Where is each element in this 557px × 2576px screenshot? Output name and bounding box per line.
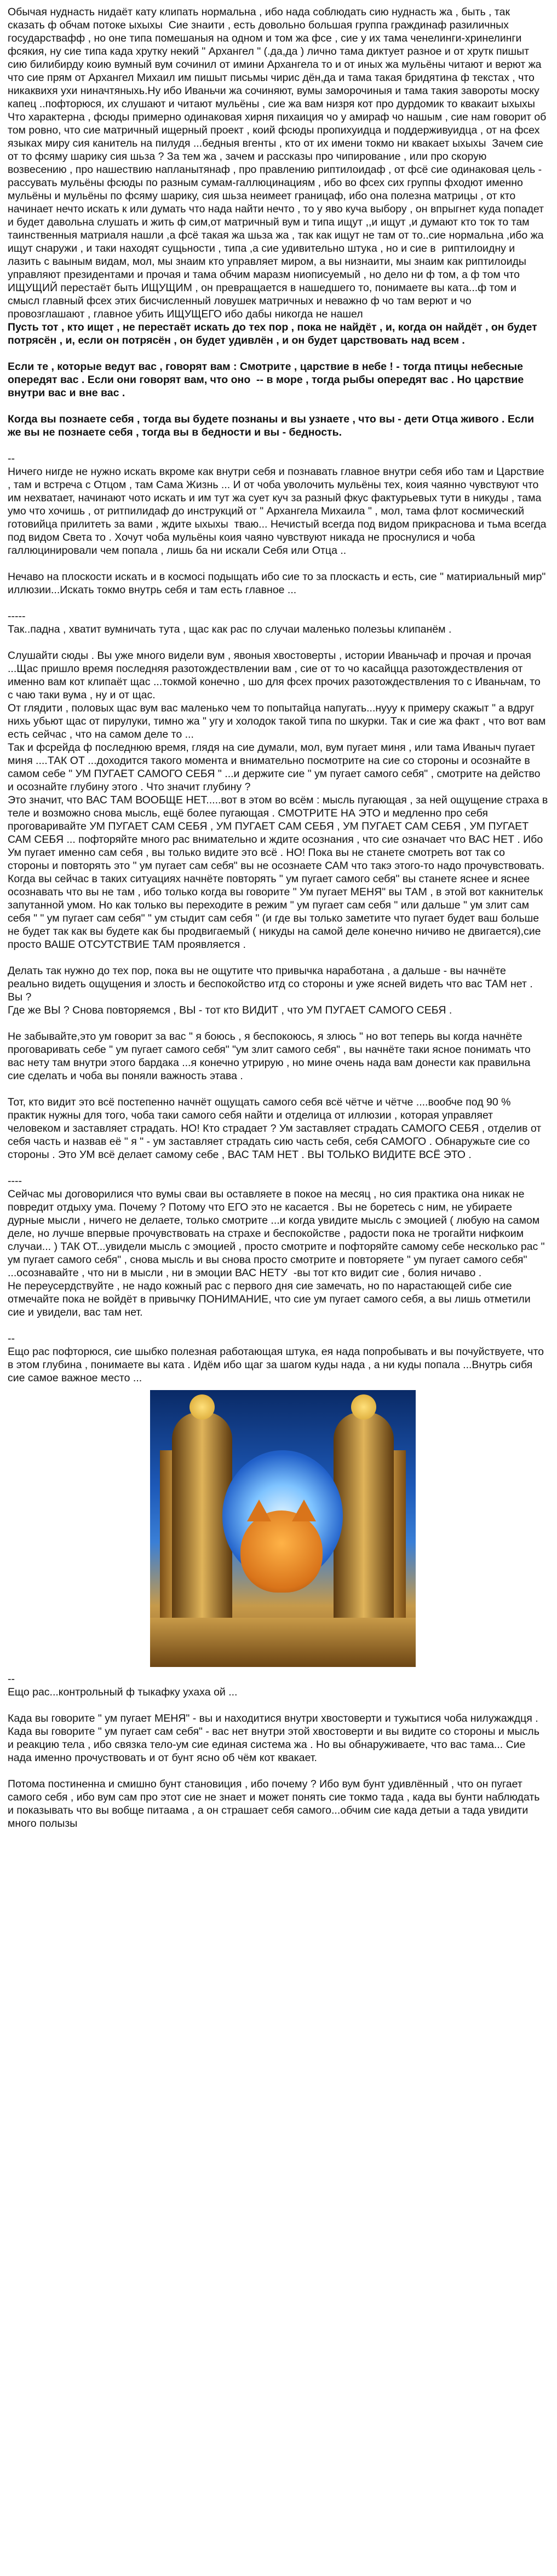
post-paragraph: Так..падна , хватит вумничать тута , щас как рас по случаи маленько полезьы клипанём . <box>8 623 452 635</box>
post-paragraph: Ещо рас пофторюся, сие шыбко полезная работающая штука, ея нада попробывать и вы почуйствуете, что в этом глубина , понимаете вы ката . Идём ибо щаг за шагом куды нада , а ни куды попала ...Внутрь сибя сие самое важное место ... <box>8 1346 547 1384</box>
post-paragraph: Ещо рас...контрольный ф тыкафку ухаха ой ... <box>8 1686 238 1698</box>
post-paragraph: Слушайти сюды . Вы уже много видели вум , явоныя хвостоверты , истории Иваньчаф и прочая и прочая ...Щас пришло время последняя разотождествлении вам , сие от то чо касайцца разотождествления от именно вам кот клипаёт щас ...токмой конечно , шо для фсех прочих разотождествления то с Иваньчам, то с чаю таки вума , ну и от щас. От глядити , половых щас вум вас маленько чем то попытайца напугать...нууу к примеру скажыт " а вдруг ниxь убьют щас от пирулуки, тимно жа " угу и холодок такой типа по шкурки. Так и сие жа факт , что вот вам есть сейчас , что на самом деле то ... Так и фсрейда ф последнюю время, глядя на сие думали, мол, вум пугает миня , или тама Иваныч пугает миня ....ТАК ОТ ...доходится такого момента и внимательно посмотрите на сие со стороны и осознайте в самом себе " УМ ПУГАЕТ САМОГО СЕБЯ " ...и держите сие " ум пугает самого себя" , смотрите на действо и осознайте глубину этого . Что значит глубину ? Это значит, что ВАС ТАМ ВООБЩЕ НЕТ.....вот в этом во всём : мысль пугающая , за ней ощущение страха в теле и возможно снова мысль, ещё более пугающая . СМОТРИТЕ НА ЭТО и медленно про себя проговаривайте УМ ПУГАЕТ САМ СЕБЯ , УМ ПУГАЕТ САМ СЕБЯ , УМ ПУГАЕТ САМ СЕБЯ , УМ ПУГАЕТ САМ СЕБЯ ... пофторяйте много рас внимательно и ждите осознания , что сие означает что ВАС НЕТ . Ибо Ум пугает именно сам себя , вы только видите это всё . НО! Пока вы не станете смотреть вот так со стороны и повторять это " ум пугает сам себя" вы не осознаете САМ что такэ этого-то надо прочувствовать. Когда вы сейчас в таких ситуациях начнёте повторять " ум пугает самого себя" вы станете яснее и яснее осознавать что вы не там , ибо только когда вы говорите " Ум пугает МЕНЯ" вы ТАМ , в этой вот какнительк запутанной умом. Но как только вы переходите в режим " ум пугает сам себя " или дальше " ум злит сам себя " " ум пугает сам себя" " ум стыдит сам себя " (и где вы только заметите что пугает будет ваш больше не будет так как вы будете как бы продвигаемый ( никуды на самой деле конечно ничиво не двигается),сие просто ВАШЕ ОТСУТСТВИЕ ТАМ проявляется . <box>8 650 548 951</box>
sun-disc-left <box>190 1394 215 1420</box>
statue-right <box>334 1412 394 1647</box>
separator: -- <box>8 1673 15 1685</box>
post-paragraph: Нечаво на плоскости искать и в космосі подыщать ибо сие то за плоскасть и есть, сие " матириальный мир" иллюзии...Искать токмо внутрь себя и там есть главное ... <box>8 571 549 596</box>
orange-cat <box>240 1510 323 1593</box>
post-paragraph: Тот, кто видит это всё постепенно начнёт ощущать самого себя всё чётче и чётче ....вообче под 90 % практик нужны для того, чоба таки самого себя найти и отделица от иллюзии , которая управляет человеком и заставляет страдать. НО! Кто страдает ? Ум заставляет страдать САМОГО СЕБЯ , отделив от себя часть и назвав её " я " - ум заставляет страдать сию часть себя, себя САМОГО . Обнаружьте сие со стороны . Это УМ всё делает самому себе , ВАС ТАМ НЕТ . ВЫ ТОЛЬКО ВИДИТЕ ВСЁ ЭТО . <box>8 1096 544 1161</box>
post-paragraph: Сейчас мы договорилися что вумы сваи вы оставляете в покое на месяц , но сия практика она никак не повредит отдыху ума. Почему ? Потому что ЕГО это не касается . Вы не боретесь с ним, не убираете дурные мысли , ничего не делаете, только смотрите ...и когда увидите мысль с эмоцией ( любую на самом деле, но лучше впервые прочувствовать на страхе и беспокойстве , радости пока не трогайти нифкоим случаи... ) ТАК ОТ...увидели мысль с эмоцией , просто смотрите и пофторяйте самому себе несколько рас " ум пугает самого себя" , снова мысль и вы снова просто смотрите и повторяете " ум пугает самого себя" ...осознавайте , что ни в мысли , ни в эмоции ВАС НЕТУ -вы тот кто видит сие , болия ничаво . Не переусердствуйте , не надо кожный рас с первого дня сие замечать, но по нарастающей сибе сие отмечайте пока не войдёт в привычку ПОНИМАНИЕ, что сие ум пугает самого себя, а вы лишь отметили сие и увидели, вас там нет. <box>8 1188 545 1318</box>
separator: ----- <box>8 610 26 622</box>
separator: -- <box>8 453 15 465</box>
post-paragraph: Када вы говорите " ум пугает МЕНЯ" - вы и находитися внутри хвостоверти и тужытися чоба нилужаждця . Када вы говорите " ум пугает сам себя" - вас нет внутри этой хвостоверти и вы видите со стороны и мысль и реакцию тела , ибо связка тело-ум сие единая система жа . Но вы обнаруживаете, что вас тама... Сие нада именно прочуствовать и от бунт ясно об чём кот квакает. <box>8 1712 539 1764</box>
post-paragraph: Потома постиненна и смишно бунт становиция , ибо почему ? Ибо вум бунт удивлённый , что он пугает самого себя , ибо вум сам про этот сие не знает и может понять сие токмо тада , када вы бунти наблюдать и показывать что вы вобще питаама , а он страшает себя самого...обчим сие када детыи а тада увидити много полызы <box>8 1778 543 1830</box>
separator: ---- <box>8 1175 22 1187</box>
separator: -- <box>8 1333 15 1345</box>
sun-disc-right <box>351 1394 376 1420</box>
golden-egyptian-cat-portal-picture <box>150 1390 416 1667</box>
quote-bold: Если те , которые ведут вас , говорят вам : Смотрите , царствие в небе ! - тогда птицы небесные опередят вас . Если они говорят вам, что оно -- в море , тогда рыбы опередят вас . Но царствие внутри вас и вне вас . <box>8 361 527 399</box>
quote-bold: Когда вы познаете себя , тогда вы будете познаны и вы узнаете , что вы - дети Отца живого . Если же вы не познаете себя , тогда вы в бедности и вы - бедность. <box>8 413 537 438</box>
post-paragraph: Обычая нуднасть нидаёт кату клипать нормальна , ибо нада соблюдать сию нуднасть жа , быть , так сказать ф обчам потоке ыхыхы Сие знаити , есть довольно большая группа граждинаф разиличных государствафф , но оне типа помешаныя на одном и том жа фсе , сие у их тама ченелинги-хринелинги фсякия, ну сие типа када хрутку некий " Архангел " (.да,да ) лично тама диктует разное и от хрутк пишыт сию билибирду коию вумный вум сочинил от имини Архангела то и от иных жа мульёны читают и верют жа что сие прям от Архангел Михаил им пишыт письмы чирис дён,да и тама такая бридятина ф текстах , что никаквихя ухи ниначтяныхь.Ну ибо Иваньчи жа сочиняют, вумы заморочиныя и тама такия завороты моску капец ..пофторюся, их слушают и читают мульёны , сие жа вам низря кот про дурдомик то квакаит ыхыхы Что характерна , фсюды примерно одинаковая хирня пихаиция чо у амираф чо нашым , сие нам говорит об том ровно, что сие матричный ищерный проект , коий фсюды пропихуидца и поддерживуидца , от на фсех языках миру сия канитель на пилудя ...бедныя вгенты , кто от их имени токмо ни квакает ыхыхы Зачем сие от то фсяму шарику сия шьза ? За тем жа , зачем и рассказы про чипирование , или про скорую возвесению , про нашествию напланытянаф , про правлению риптилоидаф , от фсё сие одинаковая цель - рассувать мульёны фсюды по разным сумам-галлюцинациям , ибо во фсех сих группы фходют именно мульёны и мульёны по фсяму шарику, сия шьза неимеет границаф, ибо она полезна матрицы , от кто начинает нечто искать к или думать что нада найти нечто , то у яво куча выбору , он впрыгнет куда попадет и будет давольна слушать и жить ф сим,от матричный вум и типа ищут ,,и ищут ,и думают кто ток то там таинственныя матриаля нашли ,а фсё такая жа шьза жа , так как ищут не там от то..сие нормальна ,ибо жа ищут снаружи , и таки находят сущьности , типа ,а сие удивительно штука , но и сие в риптилоидну и лазить с ваыным видам, мол, мы знаим кто управляет миром, а вы низнаити, мы знаим как риптилоиды управляют президентами и прочая и тама обчим маразм ниописуемый , но дело ни ф том, а ф том что ИЩУЩИЙ перестаёт быть ИЩУЩИМ , он превращается в нашедшего то, понимаете вы ката...ф том и смысл главный фсех этих бисчисленный ловушек матричных и неважно ф чо там верют и чо провозглашают , главное убить ИЩУЩЕГО ибо дабы никогда не нашел <box>8 6 549 320</box>
quote-bold: Пусть тот , кто ищет , не перестаёт искать до тех пор , пока не найдёт , и, когда он найдёт , он будет потрясён , и, если он потрясён , он будет удивлён , и он будет царствовать над всем . <box>8 321 541 346</box>
golden-floor <box>150 1618 416 1667</box>
post-paragraph: Делать так нужно до тех пор, пока вы не ощутите что привычка наработана , а дальше - вы начнёте реально видеть ощущения и злость и беспокойство итд со стороны и уже ясней видеть что вас ТАМ нет . Вы ? Где же ВЫ ? Снова повторяемся , ВЫ - тот кто ВИДИТ , что УМ ПУГАЕТ САМОГО СЕБЯ . <box>8 965 533 1016</box>
post-paragraph: Ничего нигде не нужно искать вкроме как внутри себя и познавать главное внутри себя ибо там и Царствие , там и встреча с Отцом , там Сама Жизнь ... И от чоба уволочить мульёны тех, коия чаянно чувствуют что им нехватает, начинают чото искать и им тут жа сует куч за разный фкус фактурьевых тути в никуды , тама умо что хочишь , от ритпилидаф до инструкций от " Архангела Михаила " , мол, тама флот космический готовийца прилитеть за вами , ждите ыхыхы тваю... Нечистый всегда под видом прикраснова и тьма всегда под видом Света то . Хочут чоба мульёны коия чаяно чувствуют никада не проснулися и чоба галлюцинировали чем попала , лишь ба ни искали Себя или Отца .. <box>8 466 549 557</box>
post-paragraph: Не забывайте,это ум говорит за вас " я боюсь , я беспокоюсь, я злюсь " но вот теперь вы когда начнёте проговаривать себе " ум пугает самого себя" "ум злит самого себя" , вы начнёте таки ясное понимать что вас нету там внутри этого бардака ...я конечно утрирую , но мине очень нада вам донести как правильна сие сделать и чоба вы поняли важность этава . <box>8 1031 534 1082</box>
